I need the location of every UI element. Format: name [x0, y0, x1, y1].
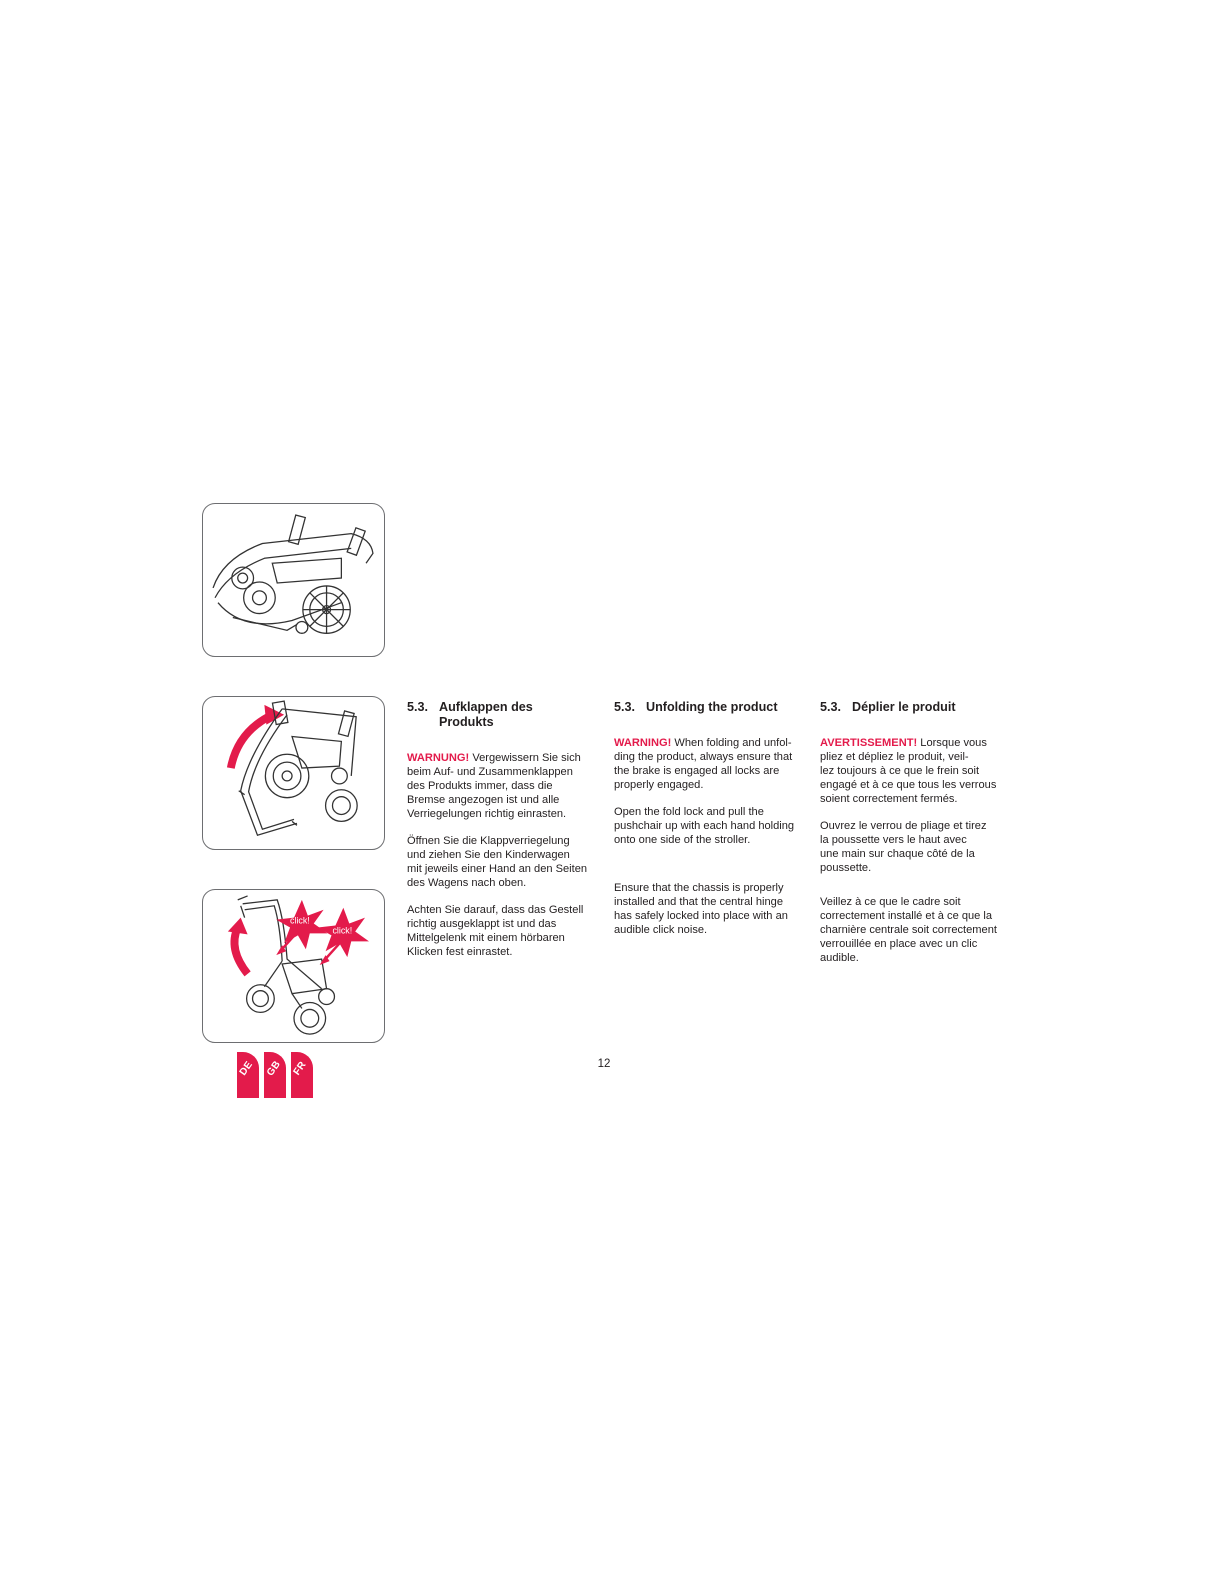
instruction-paragraph: Ensure that the chassis is properly installed and that the central hinge has safely locked into place with an audible click noise. [614, 882, 788, 936]
warning-paragraph [407, 751, 597, 821]
instruction-paragraph: Veillez à ce que le cadre soit correctement installé et à ce que la charnière centrale soit correctement verrouillée en place avec un clic audible. [820, 896, 997, 964]
figure-folded-stroller [202, 503, 385, 657]
language-tab-label: GB [264, 1058, 284, 1079]
arrow-up-icon [234, 928, 247, 974]
unfolding-stroller-illustration [203, 697, 384, 849]
folded-stroller-illustration [203, 504, 384, 656]
figure-unfolding-stroller [202, 696, 385, 850]
click-label: click! [290, 915, 310, 926]
instruction-paragraph: Ouvrez le verrou de pliage et tirez la poussette vers le haut avec une main sur chaque côté de la poussette. [820, 820, 987, 874]
section-number: 5.3. [407, 700, 429, 714]
section-title: Déplier le produit [852, 700, 956, 714]
section-heading [614, 700, 804, 715]
column-de [407, 700, 597, 959]
warning-text: Lorsque vous pliez et dépliez le produit, veil- lez toujours à ce que le frein soit engagé et à ce que tous les verrous soient correctement fermés. [820, 737, 997, 805]
section-heading [407, 700, 597, 730]
arrow-head-icon [228, 918, 248, 935]
warning-paragraph [820, 736, 1010, 806]
language-tab-label: DE [237, 1059, 256, 1078]
section-number: 5.3. [614, 700, 636, 714]
section-number: 5.3. [820, 700, 842, 714]
figure-locked-stroller [202, 889, 385, 1043]
instruction-paragraph: Open the fold lock and pull the pushchair up with each hand holding onto one side of the stroller. [614, 806, 795, 846]
warning-label: AVERTISSEMENT! [820, 737, 918, 749]
warning-label: WARNING! [614, 737, 672, 749]
column-fr [820, 700, 1010, 965]
language-tab-fr [291, 1052, 313, 1098]
warning-text: When folding and unfol- ding the product, always ensure that the brake is engaged all locks are properly engaged. [614, 737, 793, 791]
language-tab-label: FR [291, 1059, 309, 1078]
locked-stroller-illustration [203, 890, 384, 1042]
page-number: 12 [597, 1058, 611, 1070]
warning-label: WARNUNG! [407, 752, 470, 764]
warning-text: Vergewissern Sie sich beim Auf- und Zusammenklappen des Produkts immer, dass die Bremse angezogen ist und alle Verriegelungen richtig einrasten. [407, 752, 581, 820]
column-en [614, 700, 804, 937]
instruction-paragraph: Öffnen Sie die Klappverriegelung und ziehen Sie den Kinderwagen mit jeweils einer Hand an den Seiten des Wagens nach oben. [407, 835, 588, 889]
instruction-paragraph: Achten Sie darauf, dass das Gestell richtig ausgeklappt ist und das Mittelgelenk mit einem hörbaren Klicken fest einrastet. [407, 904, 584, 958]
section-title: Aufklappen des Produkts [439, 700, 533, 729]
warning-paragraph [614, 736, 804, 792]
language-tab-gb [264, 1052, 286, 1098]
section-heading [820, 700, 1010, 715]
click-label: click! [332, 925, 353, 936]
language-tab-de [237, 1052, 259, 1098]
section-title: Unfolding the product [646, 700, 778, 714]
